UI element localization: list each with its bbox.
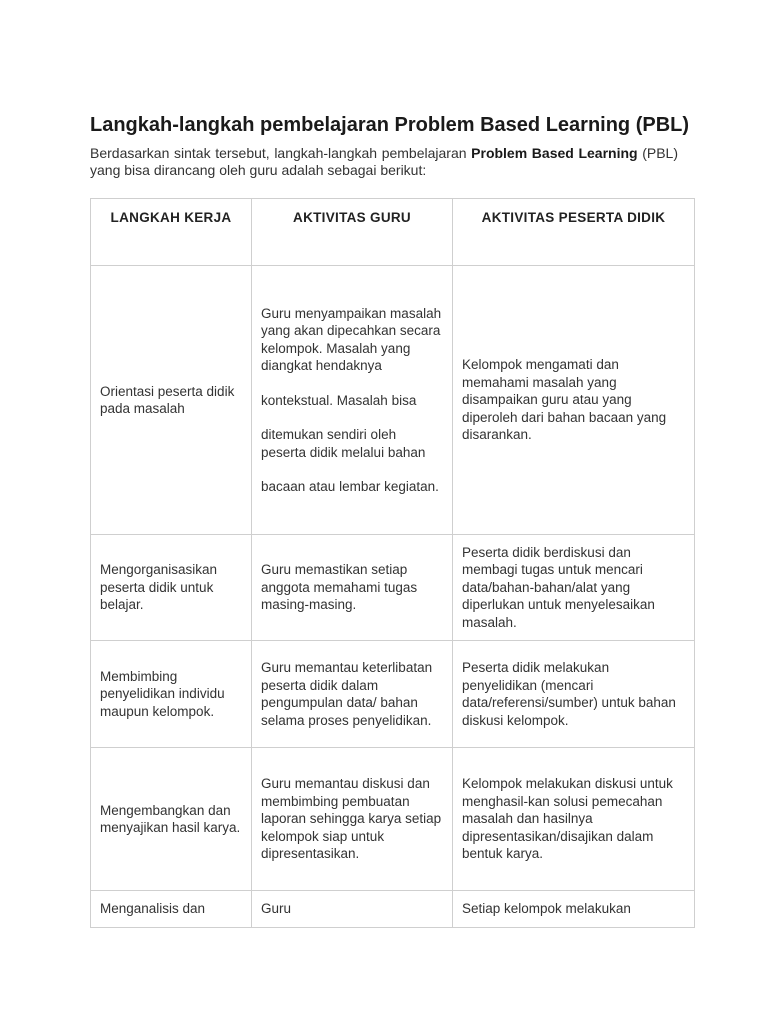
guru-paragraph: ditemukan sendiri oleh peserta didik melalui bahan [261, 427, 426, 460]
header-langkah-kerja: LANGKAH KERJA [91, 199, 252, 266]
intro-text-after: (PBL) yang bisa dirancang oleh guru adalah sebagai berikut: [90, 145, 678, 178]
guru-paragraph: kontekstual. Masalah bisa [261, 392, 417, 408]
intro-text-before: Berdasarkan sintak tersebut, langkah-langkah pembelajaran [90, 145, 472, 161]
table-row [91, 891, 695, 928]
guru-cell: Guru memantau keterlibatan peserta didik dalam pengumpulan data/ bahan selama proses penyelidikan. [252, 641, 453, 748]
table-row [91, 748, 695, 891]
table-row [91, 266, 695, 535]
intro-paragraph [90, 145, 678, 179]
guru-paragraph: Guru menyampaikan masalah yang akan dipecahkan secara kelompok. Masalah yang diangkat hendaknya [261, 305, 442, 373]
siswa-cell: Peserta didik berdiskusi dan membagi tugas untuk mencari data/bahan-bahan/alat yang diperlukan untuk menyelesaikan masalah. [453, 535, 695, 641]
step-cell: Mengorganisasikan peserta didik untuk belajar. [91, 535, 252, 641]
siswa-cell: Kelompok mengamati dan memahami masalah yang disampaikan guru atau yang diperoleh dari bahan bacaan yang disarankan. [453, 266, 695, 535]
table-row [91, 641, 695, 748]
siswa-cell: Setiap kelompok melakukan [453, 891, 695, 928]
guru-cell: Guru memastikan setiap anggota memahami tugas masing-masing. [252, 535, 453, 641]
guru-cell: Guru [252, 891, 453, 928]
siswa-cell: Peserta didik melakukan penyelidikan (mencari data/referensi/sumber) untuk bahan diskusi kelompok. [453, 641, 695, 748]
header-aktivitas-guru: AKTIVITAS GURU [252, 199, 453, 266]
header-aktivitas-peserta-didik: AKTIVITAS PESERTA DIDIK [453, 199, 695, 266]
step-cell: Mengembangkan dan menyajikan hasil karya. [91, 748, 252, 891]
step-cell: Membimbing penyelidikan individu maupun kelompok. [91, 641, 252, 748]
intro-text-bold: Problem Based Learning [471, 145, 638, 161]
table-row [91, 535, 695, 641]
step-cell: Menganalisis dan [91, 891, 252, 928]
step-cell: Orientasi peserta didik pada masalah [91, 266, 252, 535]
guru-cell: Guru memantau diskusi dan membimbing pembuatan laporan sehingga karya setiap kelompok siap untuk dipresentasikan. [252, 748, 453, 891]
guru-paragraph: bacaan atau lembar kegiatan. [261, 479, 439, 494]
guru-cell [252, 266, 453, 535]
pbl-steps-table [90, 198, 695, 928]
page-title: Langkah-langkah pembelajaran Problem Based Learning (PBL) [90, 114, 690, 136]
table-header-row [91, 199, 695, 266]
siswa-cell: Kelompok melakukan diskusi untuk menghasil-kan solusi pemecahan masalah dan hasilnya dipresentasikan/disajikan dalam bentuk karya. [453, 748, 695, 891]
